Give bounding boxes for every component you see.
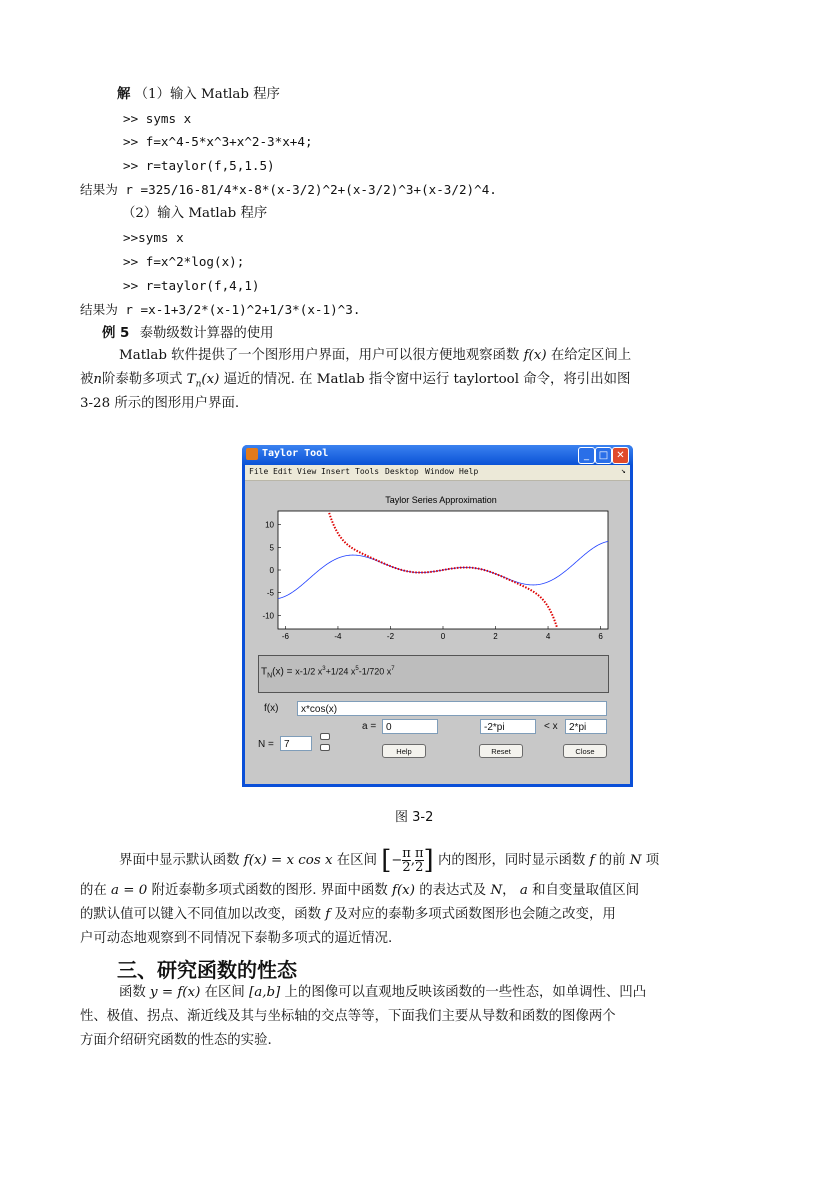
after-figure-line	[119, 847, 659, 874]
math-span: (x)	[201, 372, 220, 387]
code-line: >> f=x^4-5*x^3+x^2-3*x+4;	[123, 134, 313, 149]
close-button[interactable]: Close	[563, 744, 607, 758]
minimize-icon[interactable]: _	[578, 447, 595, 464]
math-span: a = 0	[111, 883, 148, 898]
code-line: >> r=taylor(f,4,1)	[123, 278, 260, 293]
tn-term: -1/720 x	[358, 666, 392, 677]
y-tick-label: -5	[266, 588, 274, 598]
code-line: >>syms x	[123, 230, 184, 245]
menu-help[interactable]: Help	[459, 467, 479, 476]
math-den: 2	[402, 860, 411, 875]
menu-window[interactable]: Window	[425, 467, 454, 476]
text-span: 内的图形，同时显示函数	[437, 853, 586, 868]
n-decrement-button[interactable]	[320, 744, 330, 751]
menu-view[interactable]: View	[297, 467, 317, 476]
part2-heading: （2）输入 Matlab 程序	[122, 206, 268, 221]
n-label: N =	[258, 739, 274, 750]
close-icon[interactable]: ✕	[612, 447, 629, 464]
taylor-tool-window	[242, 445, 633, 787]
after-figure-line	[80, 906, 616, 924]
example-paragraph-line: 3-28 所示的图形用户界面.	[80, 396, 240, 411]
section-line: 方面介绍研究函数的性态的实验.	[80, 1033, 272, 1048]
example-heading	[102, 325, 274, 343]
tn-expression-box	[258, 655, 609, 693]
solution-heading-1	[117, 86, 280, 104]
math-sub: n	[195, 379, 202, 390]
taylor-plot	[245, 481, 630, 651]
code-line: >> r=taylor(f,5,1.5)	[123, 158, 275, 173]
menu-file[interactable]: File	[249, 467, 269, 476]
fx-label: f(x)	[264, 703, 279, 714]
code-line: >> syms x	[123, 111, 192, 126]
x-tick-label: -2	[386, 632, 395, 641]
text-span: 在区间	[336, 853, 377, 868]
example-paragraph-line	[119, 347, 631, 365]
text-span: 和自变量取值区间	[532, 883, 640, 898]
y-tick-label: 0	[269, 566, 274, 575]
y-tick-label: 5	[269, 543, 274, 553]
after-figure-line: 户可动态地观察到不同情况下泰勒多项式的逼近情况.	[80, 931, 393, 946]
window-titlebar	[242, 445, 633, 465]
x-tick-label: -4	[334, 632, 342, 641]
x-tick-label: 6	[598, 632, 603, 641]
math-span: T	[186, 372, 196, 387]
text-span: 在给定区间上	[550, 348, 632, 363]
math-span: f(x) = x cos x	[243, 853, 333, 868]
example-title: 泰勒级数计算器的使用	[139, 326, 274, 341]
tn-sub: N	[267, 672, 273, 680]
range-separator: < x	[544, 721, 558, 732]
text-span: 的默认值可以键入不同值加以改变，函数	[80, 907, 322, 922]
tn-term: +1/24 x	[325, 666, 356, 677]
result-line: 结果为 r =x-1+3/2*(x-1)^2+1/3*(x-1)^3.	[80, 302, 361, 317]
n-increment-button[interactable]	[320, 733, 330, 740]
math-span: −	[391, 853, 403, 868]
text-span: 上的图像可以直观地反映该函数的一些性态，如单调性、凹凸	[284, 985, 647, 1000]
math-num: π	[402, 846, 411, 861]
text-span: 的表达式及	[419, 883, 487, 898]
text-span: 阶泰勒多项式	[102, 372, 183, 387]
math-span: [a,b]	[249, 985, 281, 1000]
example-paragraph-line	[80, 371, 630, 394]
part1-heading: （1）输入 Matlab 程序	[134, 87, 280, 102]
math-den: 2	[415, 860, 424, 875]
math-span: f	[325, 907, 331, 922]
tn-exp: 3	[322, 666, 326, 672]
menu-bar	[245, 465, 630, 481]
x-tick-label: 4	[545, 632, 551, 641]
math-span: f	[589, 853, 595, 868]
math-span: N	[490, 883, 503, 898]
section-line: 性、极值、拐点、渐近线及其与坐标轴的交点等等，下面我们主要从导数和函数的图像两个	[80, 1009, 616, 1024]
text-span: ，	[502, 883, 516, 898]
menu-desktop[interactable]: Desktop	[385, 467, 419, 476]
math-span: f(x)	[391, 883, 415, 898]
interval-bracket: [− $\frac{\pi}{2}$ , $\frac{\pi}{2}$ ]	[381, 845, 434, 876]
result-line: 结果为 r =325/16-81/4*x-8*(x-3/2)^2+(x-3/2)^3+(x-3/2)^4.	[80, 182, 497, 197]
text-span: 在区间	[204, 985, 245, 1000]
window-client	[245, 465, 630, 784]
math-num: π	[414, 846, 424, 861]
tn-exp: 7	[391, 666, 395, 672]
text-span: 项	[645, 853, 660, 868]
fx-input[interactable]: x*cos(x)	[297, 701, 607, 716]
section-line	[119, 984, 646, 1002]
text-span: 逼近的情况. 在 Matlab 指令窗中运行 taylortool 命令，将引出如图	[223, 372, 631, 387]
example-label: 例 5	[102, 326, 130, 341]
a-input[interactable]: 0	[382, 719, 438, 734]
math-span: n	[93, 372, 103, 387]
n-input[interactable]: 7	[280, 736, 312, 751]
text-span: 附近泰勒多项式函数的图形. 界面中函数	[151, 883, 388, 898]
a-label: a =	[362, 721, 377, 732]
menu-edit[interactable]: Edit	[273, 467, 293, 476]
math-span: f(x)	[523, 348, 547, 363]
code-line: >> f=x^2*log(x);	[123, 254, 245, 269]
help-button[interactable]: Help	[382, 744, 426, 758]
range-low-input[interactable]: -2*pi	[480, 719, 536, 734]
tn-eq: (x) =	[272, 666, 293, 678]
matlab-logo-icon	[246, 448, 258, 460]
menu-insert[interactable]: Insert	[321, 467, 350, 476]
x-tick-label: 2	[493, 632, 498, 641]
section-heading: 三、研究函数的性态	[117, 958, 297, 982]
text-span: 的前	[598, 853, 626, 868]
x-tick-label: -6	[281, 632, 289, 641]
dock-arrow-icon[interactable]: ↘	[621, 466, 626, 475]
maximize-icon[interactable]: □	[595, 447, 612, 464]
x-tick-label: 0	[440, 632, 446, 641]
text-span: 被	[80, 372, 94, 387]
plot-title: Taylor Series Approximation	[385, 495, 497, 505]
text-span: 函数	[119, 985, 146, 1000]
text-span: 的在	[80, 883, 107, 898]
solution-label: 解	[117, 87, 131, 102]
range-high-input[interactable]: 2*pi	[565, 719, 607, 734]
after-figure-line	[80, 882, 639, 900]
tn-symbol: T	[261, 666, 268, 678]
math-span: a	[519, 883, 528, 898]
reset-button[interactable]: Reset	[479, 744, 523, 758]
tn-exp: 5	[355, 666, 359, 672]
fraction	[415, 847, 424, 874]
math-span: N	[629, 853, 642, 868]
tn-expression	[261, 666, 395, 679]
y-tick-label: -10	[262, 611, 274, 621]
fraction	[402, 847, 411, 874]
math-span: y = f(x)	[150, 985, 201, 1000]
y-tick-label: 10	[265, 520, 274, 530]
tn-term: x-1/2 x	[295, 666, 323, 677]
window-title: Taylor Tool	[262, 448, 329, 459]
math-span: ,	[410, 853, 415, 868]
text-span: Matlab 软件提供了一个图形用户界面，用户可以很方便地观察函数	[119, 348, 520, 363]
text-span: 及对应的泰勒多项式函数图形也会随之改变，用	[334, 907, 616, 922]
figure-caption: 图 3-2	[395, 810, 434, 825]
text-span: 界面中显示默认函数	[119, 853, 240, 868]
menu-tools[interactable]: Tools	[355, 467, 380, 476]
figure-panel	[245, 481, 630, 784]
